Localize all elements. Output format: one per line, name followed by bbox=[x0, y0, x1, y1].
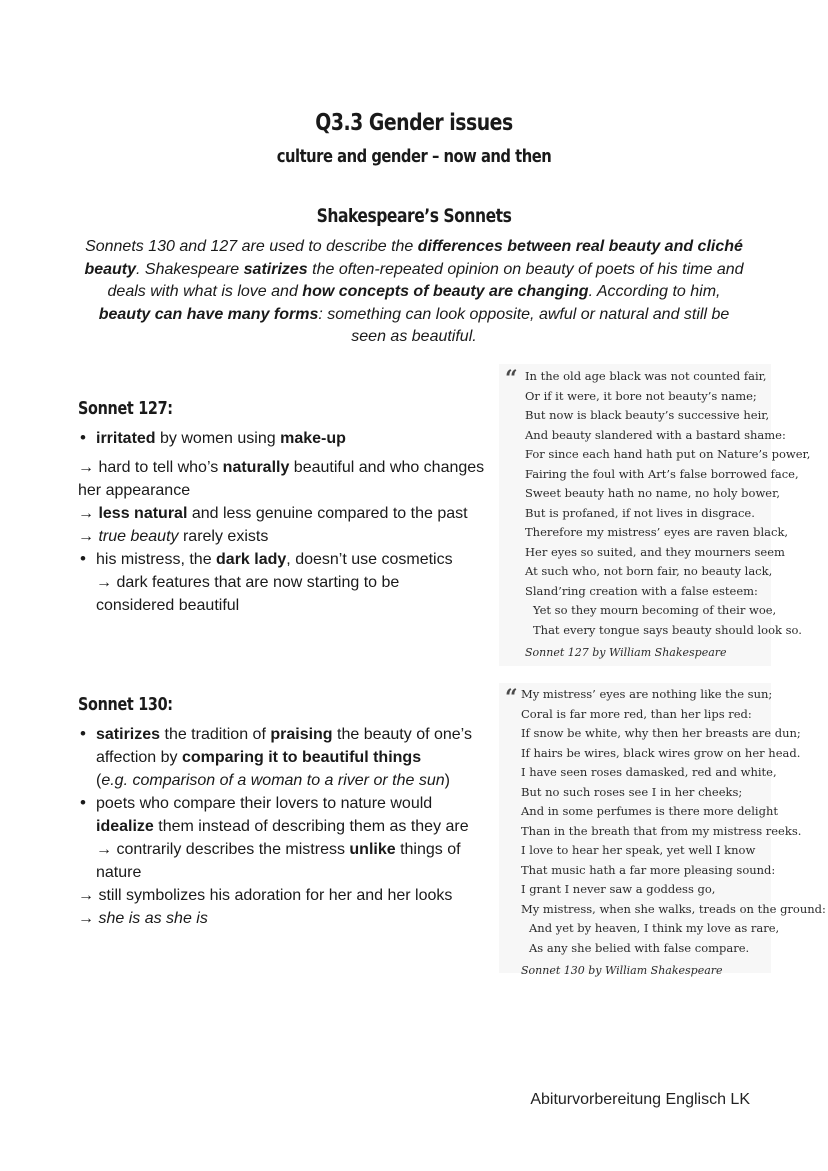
poem-line: But now is black beauty’s successive heir, bbox=[525, 408, 770, 422]
list-item: • poets who compare their lovers to nature would idealize them instead of describing them as they are → contrarily describes the mistress unlike things of nature bbox=[78, 792, 480, 884]
list-item: → she is as she is bbox=[78, 910, 208, 927]
poem-line: At such who, not born fair, no beauty lack, bbox=[525, 564, 773, 578]
sonnet-127-notes bbox=[78, 427, 498, 617]
poem-line: Coral is far more red, than her lips red: bbox=[521, 706, 752, 721]
poem-line: If hairs be wires, black wires grow on her head. bbox=[521, 745, 801, 760]
poem-line: Than in the breath that from my mistress reeks. bbox=[521, 823, 802, 838]
poem-line: And yet by heaven, I think my love as rare, bbox=[529, 921, 780, 935]
sonnet-130-notes bbox=[78, 723, 498, 930]
poem-line: Or if it were, it bore not beauty’s name; bbox=[525, 388, 757, 403]
list-item: → less natural and less genuine compared to the past bbox=[78, 505, 468, 522]
list-item: → hard to tell who’s naturally beautiful and who changes her appearance bbox=[78, 459, 485, 499]
list-item: → dark features that are now starting to be considered beautiful bbox=[96, 574, 400, 614]
poem-line: My mistress’ eyes are nothing like the sun; bbox=[521, 687, 773, 701]
poem-line: I love to hear her speak, yet well I know bbox=[521, 843, 756, 857]
list-item: • satirizes the tradition of praising the beauty of one’s affection by comparing it to beautiful things (e.g. comparison of a woman to a river or the sun) bbox=[78, 723, 496, 792]
quote-icon: “ bbox=[505, 366, 518, 392]
quote-icon: “ bbox=[505, 685, 518, 711]
page-subtitle: culture and gender – now and then bbox=[276, 146, 552, 167]
poem-line: I have seen roses damasked, red and white, bbox=[521, 765, 777, 779]
poem-line: But no such roses see I in her cheeks; bbox=[521, 784, 743, 799]
list-item: • his mistress, the dark lady, doesn’t use cosmetics bbox=[78, 548, 498, 571]
poem-line: But is profaned, if not lives in disgrace. bbox=[525, 505, 755, 520]
list-item: → true beauty rarely exists bbox=[78, 528, 269, 545]
section-title: Shakespeare’s Sonnets bbox=[316, 205, 512, 227]
sonnet-130-heading: Sonnet 130: bbox=[78, 694, 173, 715]
sonnet-127-quote bbox=[499, 364, 811, 666]
page-title: Q3.3 Gender issues bbox=[315, 110, 513, 136]
list-item: • irritated by women using make-up bbox=[78, 427, 498, 450]
poem-line: Sweet beauty hath no name, no holy bower, bbox=[525, 486, 780, 500]
footer-text: Abiturvorbereitung Englisch LK bbox=[530, 1091, 750, 1108]
poem-line: My mistress, when she walks, treads on the ground: bbox=[521, 901, 826, 916]
poem-line: I grant I never saw a goddess go, bbox=[521, 882, 716, 896]
poem-line: As any she belied with false compare. bbox=[529, 940, 750, 955]
poem-attribution: Sonnet 130 by William Shakespeare bbox=[521, 964, 723, 977]
poem-line: Sland’ring creation with a false esteem: bbox=[525, 583, 758, 598]
poem-line: That every tongue says beauty should look so. bbox=[533, 622, 802, 637]
list-item: → still symbolizes his adoration for her and her looks bbox=[78, 887, 453, 904]
poem-line: Her eyes so suited, and they mourners seem bbox=[525, 544, 785, 559]
sonnet-130-quote bbox=[499, 683, 826, 977]
poem-line: Fairing the foul with Art’s false borrowed face, bbox=[525, 466, 799, 481]
poem-line: And in some perfumes is there more delight bbox=[521, 804, 778, 818]
poem-line: For since each hand hath put on Nature’s power, bbox=[525, 447, 811, 461]
poem-line: Therefore my mistress’ eyes are raven black, bbox=[525, 525, 789, 539]
sonnet-127-heading: Sonnet 127: bbox=[78, 398, 173, 419]
poem-line: If snow be white, why then her breasts are dun; bbox=[521, 726, 801, 740]
poem-line: In the old age black was not counted fair, bbox=[525, 369, 767, 383]
poem-line: And beauty slandered with a bastard shame: bbox=[525, 427, 786, 442]
poem-line: That music hath a far more pleasing sound: bbox=[521, 862, 776, 877]
poem-line: Yet so they mourn becoming of their woe, bbox=[533, 603, 777, 617]
intro-paragraph: Sonnets 130 and 127 are used to describe the differences between real beauty and cliché beauty. Shakespeare satirizes the often-repeated opinion on beauty of poets of his time and deals with what is love and how concepts of beauty are changing. According to him, beauty can have many forms: something can look opposite, awful or natural and still be seen as beautiful. bbox=[84, 238, 744, 345]
poem-attribution: Sonnet 127 by William Shakespeare bbox=[525, 646, 727, 659]
